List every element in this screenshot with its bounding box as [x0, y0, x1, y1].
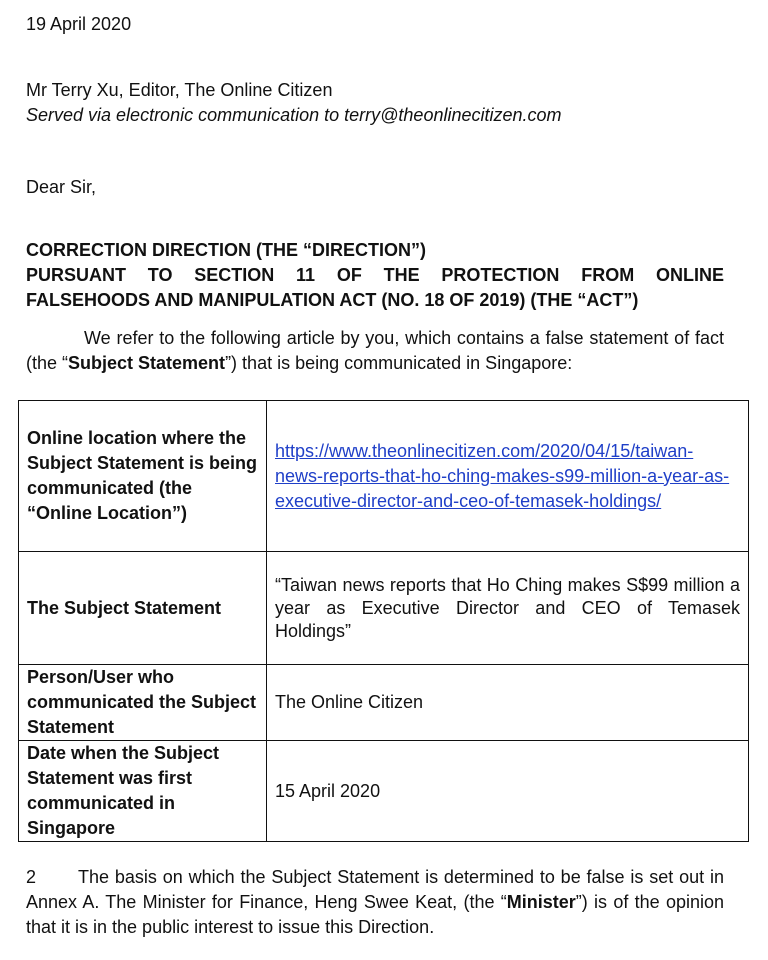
service-line: Served via electronic communication to terry@theonlinecitizen.com [26, 105, 562, 125]
letter-date: 19 April 2020 [26, 14, 132, 34]
table-value-cell: 15 April 2020 [267, 741, 749, 842]
online-location-link[interactable]: https://www.theonlinecitizen.com/2020/04/15/taiwan-news-reports-that-ho-ching-makes-s99-million-a-year-as-executive-director-and-ceo-of-temasek-holdings/ [275, 440, 730, 511]
subject-statement-quote: “Taiwan news reports that Ho Ching makes S$99 million a year as Executive Director and CEO of Temasek Holdings” [267, 552, 749, 665]
heading-line-3: FALSEHOODS AND MANIPULATION ACT (NO. 18 OF 2019) (THE “ACT”) [26, 290, 639, 310]
table-value-cell: The Online Citizen [267, 665, 749, 741]
paragraph-2 [26, 865, 724, 940]
intro-text-before: We refer to the following article by you, which contains a false statement of fact (the “ [26, 328, 724, 373]
heading-line-1: CORRECTION DIRECTION (THE “DIRECTION”) [26, 240, 426, 260]
paragraph-number: 2 [26, 867, 37, 887]
table-value-cell [267, 401, 749, 552]
direction-heading [26, 238, 724, 313]
table-label-cell: Person/User who communicated the Subject Statement [19, 665, 267, 741]
paragraph-2-text-before: The basis on which the Subject Statement is determined to be false is set out in Annex A. The Minister for Finance, Heng Swee Keat, (the “ [26, 867, 724, 912]
table-label-cell: The Subject Statement [19, 552, 267, 665]
paragraph-2-text-after: ”) is of the opinion that it is in the public interest to issue this Direction. [26, 892, 725, 937]
table-label-cell: Online location where the Subject Statement is being communicated (the “Online Location”) [19, 401, 267, 552]
intro-text-after: ”) that is being communicated in Singapore: [225, 353, 573, 373]
subject-statement-table [18, 400, 749, 842]
table-row [19, 665, 749, 741]
heading-line-2: PURSUANT TO SECTION 11 OF THE PROTECTION FROM ONLINE [26, 265, 724, 285]
paragraph-2-bold-term: Minister [506, 892, 576, 912]
recipient-name-line: Mr Terry Xu, Editor, The Online Citizen [26, 80, 333, 100]
table-row [19, 741, 749, 842]
intro-bold-term: Subject Statement [68, 353, 226, 373]
table-row [19, 552, 749, 665]
salutation: Dear Sir, [26, 177, 97, 197]
table-label-cell: Date when the Subject Statement was first communicated in Singapore [19, 741, 267, 842]
intro-paragraph [26, 326, 724, 376]
table-row [19, 401, 749, 552]
recipient-block [26, 78, 724, 128]
